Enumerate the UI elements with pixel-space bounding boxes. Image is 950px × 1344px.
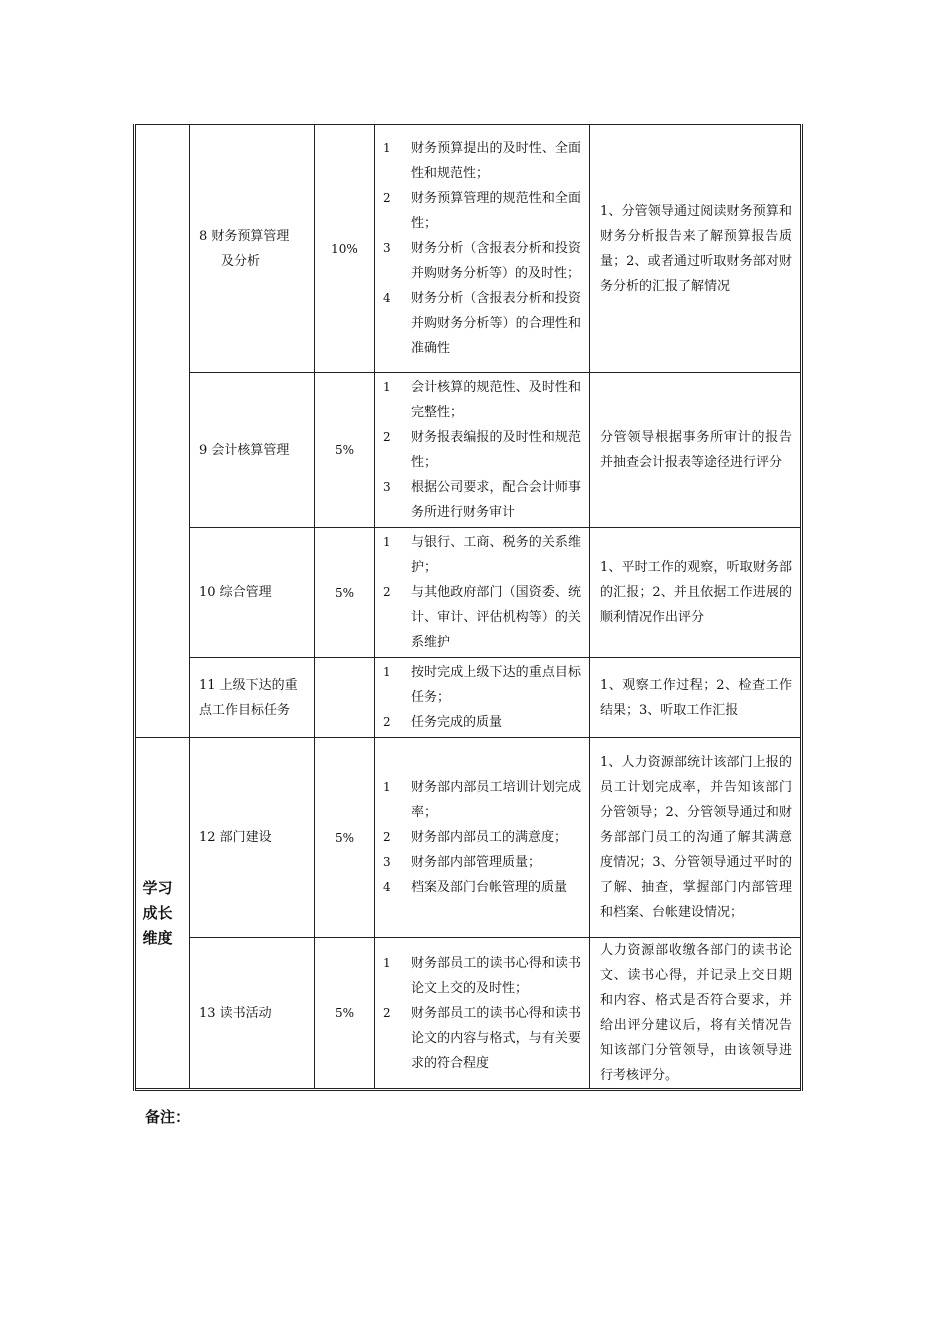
method-cell: 1、平时工作的观察，听取财务部的汇报；2、并且依据工作进展的顺利情况作出评分 [590,528,802,658]
weight-cell: 5% [315,373,375,528]
remark-label: 备注： [145,1108,191,1126]
standard-item: 4 财务分析（含报表分析和投资并购财务分析等）的合理性和准确性 [383,291,581,356]
standards-cell [375,373,590,528]
dimension-cell-blank [135,125,190,738]
standard-item: 1 与银行、工商、税务的关系维护； [383,535,581,575]
weight-cell: 10% [315,125,375,373]
dimension-cell [135,738,190,1090]
method-cell: 1、分管领导通过阅读财务预算和财务分析报告来了解预算报告质量；2、或者通过听取财务部对财务分析的汇报了解情况 [590,125,802,373]
indicator-name [190,125,315,373]
method-cell: 1、人力资源部统计该部门上报的员工计划完成率，并告知该部门分管领导；2、分管领导通过和财务部部门员工的沟通了解其满意度情况；3、分管领导通过平时的了解、抽查，掌握部门内部管理和档案、台帐建设情况； [590,738,802,938]
standards-cell [375,658,590,738]
weight-cell [315,658,375,738]
standard-item: 1 财务预算提出的及时性、全面性和规范性； [383,141,581,181]
table-row [135,373,802,528]
method-cell: 人力资源部收缴各部门的读书论文、读书心得，并记录上交日期和内容、格式是否符合要求，并给出评分建议后，将有关情况告知该部门分管领导，由该领导进行考核评分。 [590,938,802,1090]
table-row [135,938,802,1090]
standard-item: 3 财务部内部管理质量； [383,855,542,870]
standard-item: 1 会计核算的规范性、及时性和完整性； [383,380,581,420]
indicator-name: 13 读书活动 [190,938,315,1090]
standard-item: 2 财务部内部员工的满意度； [383,830,568,845]
indicator-name-line: 8 财务预算管理 [199,228,290,244]
table-row [135,528,802,658]
method-cell: 1、观察工作过程；2、检查工作结果；3、听取工作汇报 [590,658,802,738]
indicator-name-line: 及分析 [221,253,261,269]
standards-cell [375,528,590,658]
standards-cell [375,125,590,373]
assessment-table [133,124,803,1091]
standard-item: 3 根据公司要求，配合会计师事务所进行财务审计 [383,480,581,520]
method-cell: 分管领导根据事务所审计的报告并抽查会计报表等途径进行评分 [590,373,802,528]
weight-cell: 5% [315,738,375,938]
standard-item: 1 按时完成上级下达的重点目标任务； [383,665,581,705]
indicator-name: 10 综合管理 [190,528,315,658]
dimension-label: 学习成长维度 [142,878,173,947]
table-row [135,738,802,938]
indicator-name: 11 上级下达的重点工作目标任务 [190,658,315,738]
indicator-name: 9 会计核算管理 [190,373,315,528]
standard-item: 2 任务完成的质量 [383,715,503,730]
standard-item: 2 财务报表编报的及时性和规范性； [383,430,581,470]
standard-item: 1 财务部内部员工培训计划完成率； [383,780,581,820]
standards-cell [375,738,590,938]
weight-cell: 5% [315,528,375,658]
table-row [135,125,802,373]
weight-cell: 5% [315,938,375,1090]
standard-item: 2 与其他政府部门（国资委、统计、审计、评估机构等）的关系维护 [383,585,581,650]
indicator-name: 12 部门建设 [190,738,315,938]
standard-item: 2 财务预算管理的规范性和全面性； [383,191,581,231]
table-row [135,658,802,738]
standard-item: 3 财务分析（含报表分析和投资并购财务分析等）的及时性； [383,241,581,281]
standard-item: 4 档案及部门台帐管理的质量 [383,880,568,895]
standards-cell [375,938,590,1090]
standard-item: 2 财务部员工的读书心得和读书论文的内容与格式，与有关要求的符合程度 [383,1005,581,1071]
standard-item: 1 财务部员工的读书心得和读书论文上交的及时性； [383,955,581,996]
